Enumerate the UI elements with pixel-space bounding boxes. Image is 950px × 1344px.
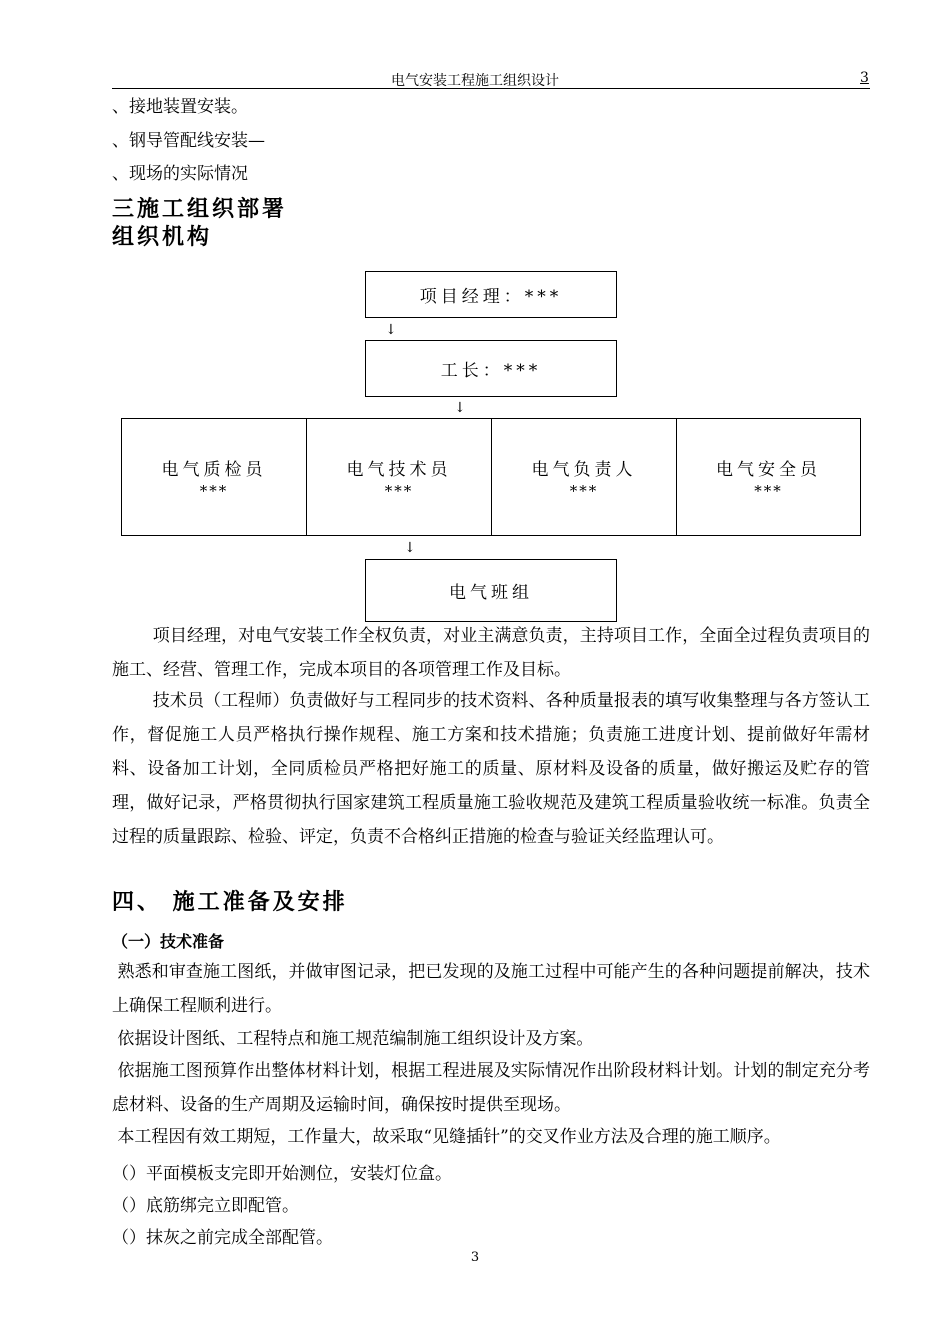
paragraph: 依据设计图纸、工程特点和施工规范编制施工组织设计及方案。 bbox=[112, 1029, 594, 1049]
org-box-manager bbox=[365, 271, 617, 318]
header-rule bbox=[112, 88, 870, 89]
arrow-down-icon: ↓ bbox=[404, 540, 416, 556]
role-name: *** bbox=[754, 481, 783, 500]
org-team-label: 电气班组 bbox=[449, 583, 533, 603]
org-foreman-label: 工长：*** bbox=[440, 361, 542, 381]
page-header-number: 3 bbox=[860, 70, 869, 86]
arrow-down-icon: ↓ bbox=[385, 322, 397, 338]
role-title: 电气技术员 bbox=[346, 459, 452, 480]
paragraph: 本工程因有效工期短，工作量大，故采取“见缝插针”的交叉作业方法及合理的施工顺序。 bbox=[112, 1127, 781, 1147]
org-box-role bbox=[306, 418, 492, 536]
page-footer-number: 3 bbox=[470, 1250, 480, 1265]
role-name: *** bbox=[199, 481, 229, 500]
page-header-title: 电气安装工程施工组织设计 bbox=[391, 73, 559, 89]
list-item: （）底筋绑完立即配管。 bbox=[112, 1196, 299, 1216]
paragraph: 技术员（工程师）负责做好与工程同步的技术资料、各种质量报表的填写收集整理与各方签认工作，督促施工人员严格执行操作规程、施工方案和技术措施；负责施工进度计划、提前做好年需材料、设备加工计划，全同质检员严格把好施工的质量、原材料及设备的质量，做好搬运及贮存的管理，做好记录，严格贯彻执行国家建筑工程质量施工验收规范及建筑工程质量验收统一标准。负责全过程的质量跟踪、检验、评定，负责不合格纠正措施的检查与验证关经监理认可。 bbox=[112, 691, 870, 847]
org-box-role bbox=[676, 418, 861, 536]
role-title: 电气质检员 bbox=[161, 459, 267, 480]
org-box-foreman bbox=[365, 340, 617, 397]
org-box-team bbox=[365, 559, 617, 622]
section-title: 四、 施工准备及安排 bbox=[112, 890, 348, 915]
subsection-title: （一）技术准备 bbox=[112, 932, 225, 951]
role-name: *** bbox=[384, 481, 414, 500]
paragraph: 熟悉和审查施工图纸，并做审图记录，把已发现的及施工过程中可能产生的各种问题提前解决，技术上确保工程顺利进行。 bbox=[112, 962, 871, 1016]
intro-item: 、钢导管配线安装— bbox=[112, 131, 265, 151]
role-title: 电气负责人 bbox=[531, 459, 637, 480]
arrow-down-icon: ↓ bbox=[454, 400, 466, 416]
org-manager-label: 项目经理：*** bbox=[419, 287, 563, 307]
role-title: 电气安全员 bbox=[716, 459, 821, 480]
section-subtitle: 组织机构 bbox=[112, 225, 213, 250]
org-box-role bbox=[491, 418, 677, 536]
intro-item: 、现场的实际情况 bbox=[112, 164, 248, 184]
section-title: 三施工组织部署 bbox=[112, 197, 288, 222]
paragraph: 依据施工图预算作出整体材料计划，根据工程进展及实际情况作出阶段材料计划。计划的制定充分考虑材料、设备的生产周期及运输时间，确保按时提供至现场。 bbox=[112, 1061, 871, 1115]
role-name: *** bbox=[569, 481, 599, 500]
list-item: （）平面模板支完即开始测位，安装灯位盒。 bbox=[112, 1164, 452, 1184]
org-box-role bbox=[121, 418, 307, 536]
list-item: （）抹灰之前完成全部配管。 bbox=[112, 1228, 333, 1248]
paragraph: 项目经理，对电气安装工作全权负责，对业主满意负责，主持项目工作，全面全过程负责项目的施工、经营、管理工作，完成本项目的各项管理工作及目标。 bbox=[112, 626, 870, 680]
intro-item: 、接地装置安装。 bbox=[112, 97, 248, 117]
